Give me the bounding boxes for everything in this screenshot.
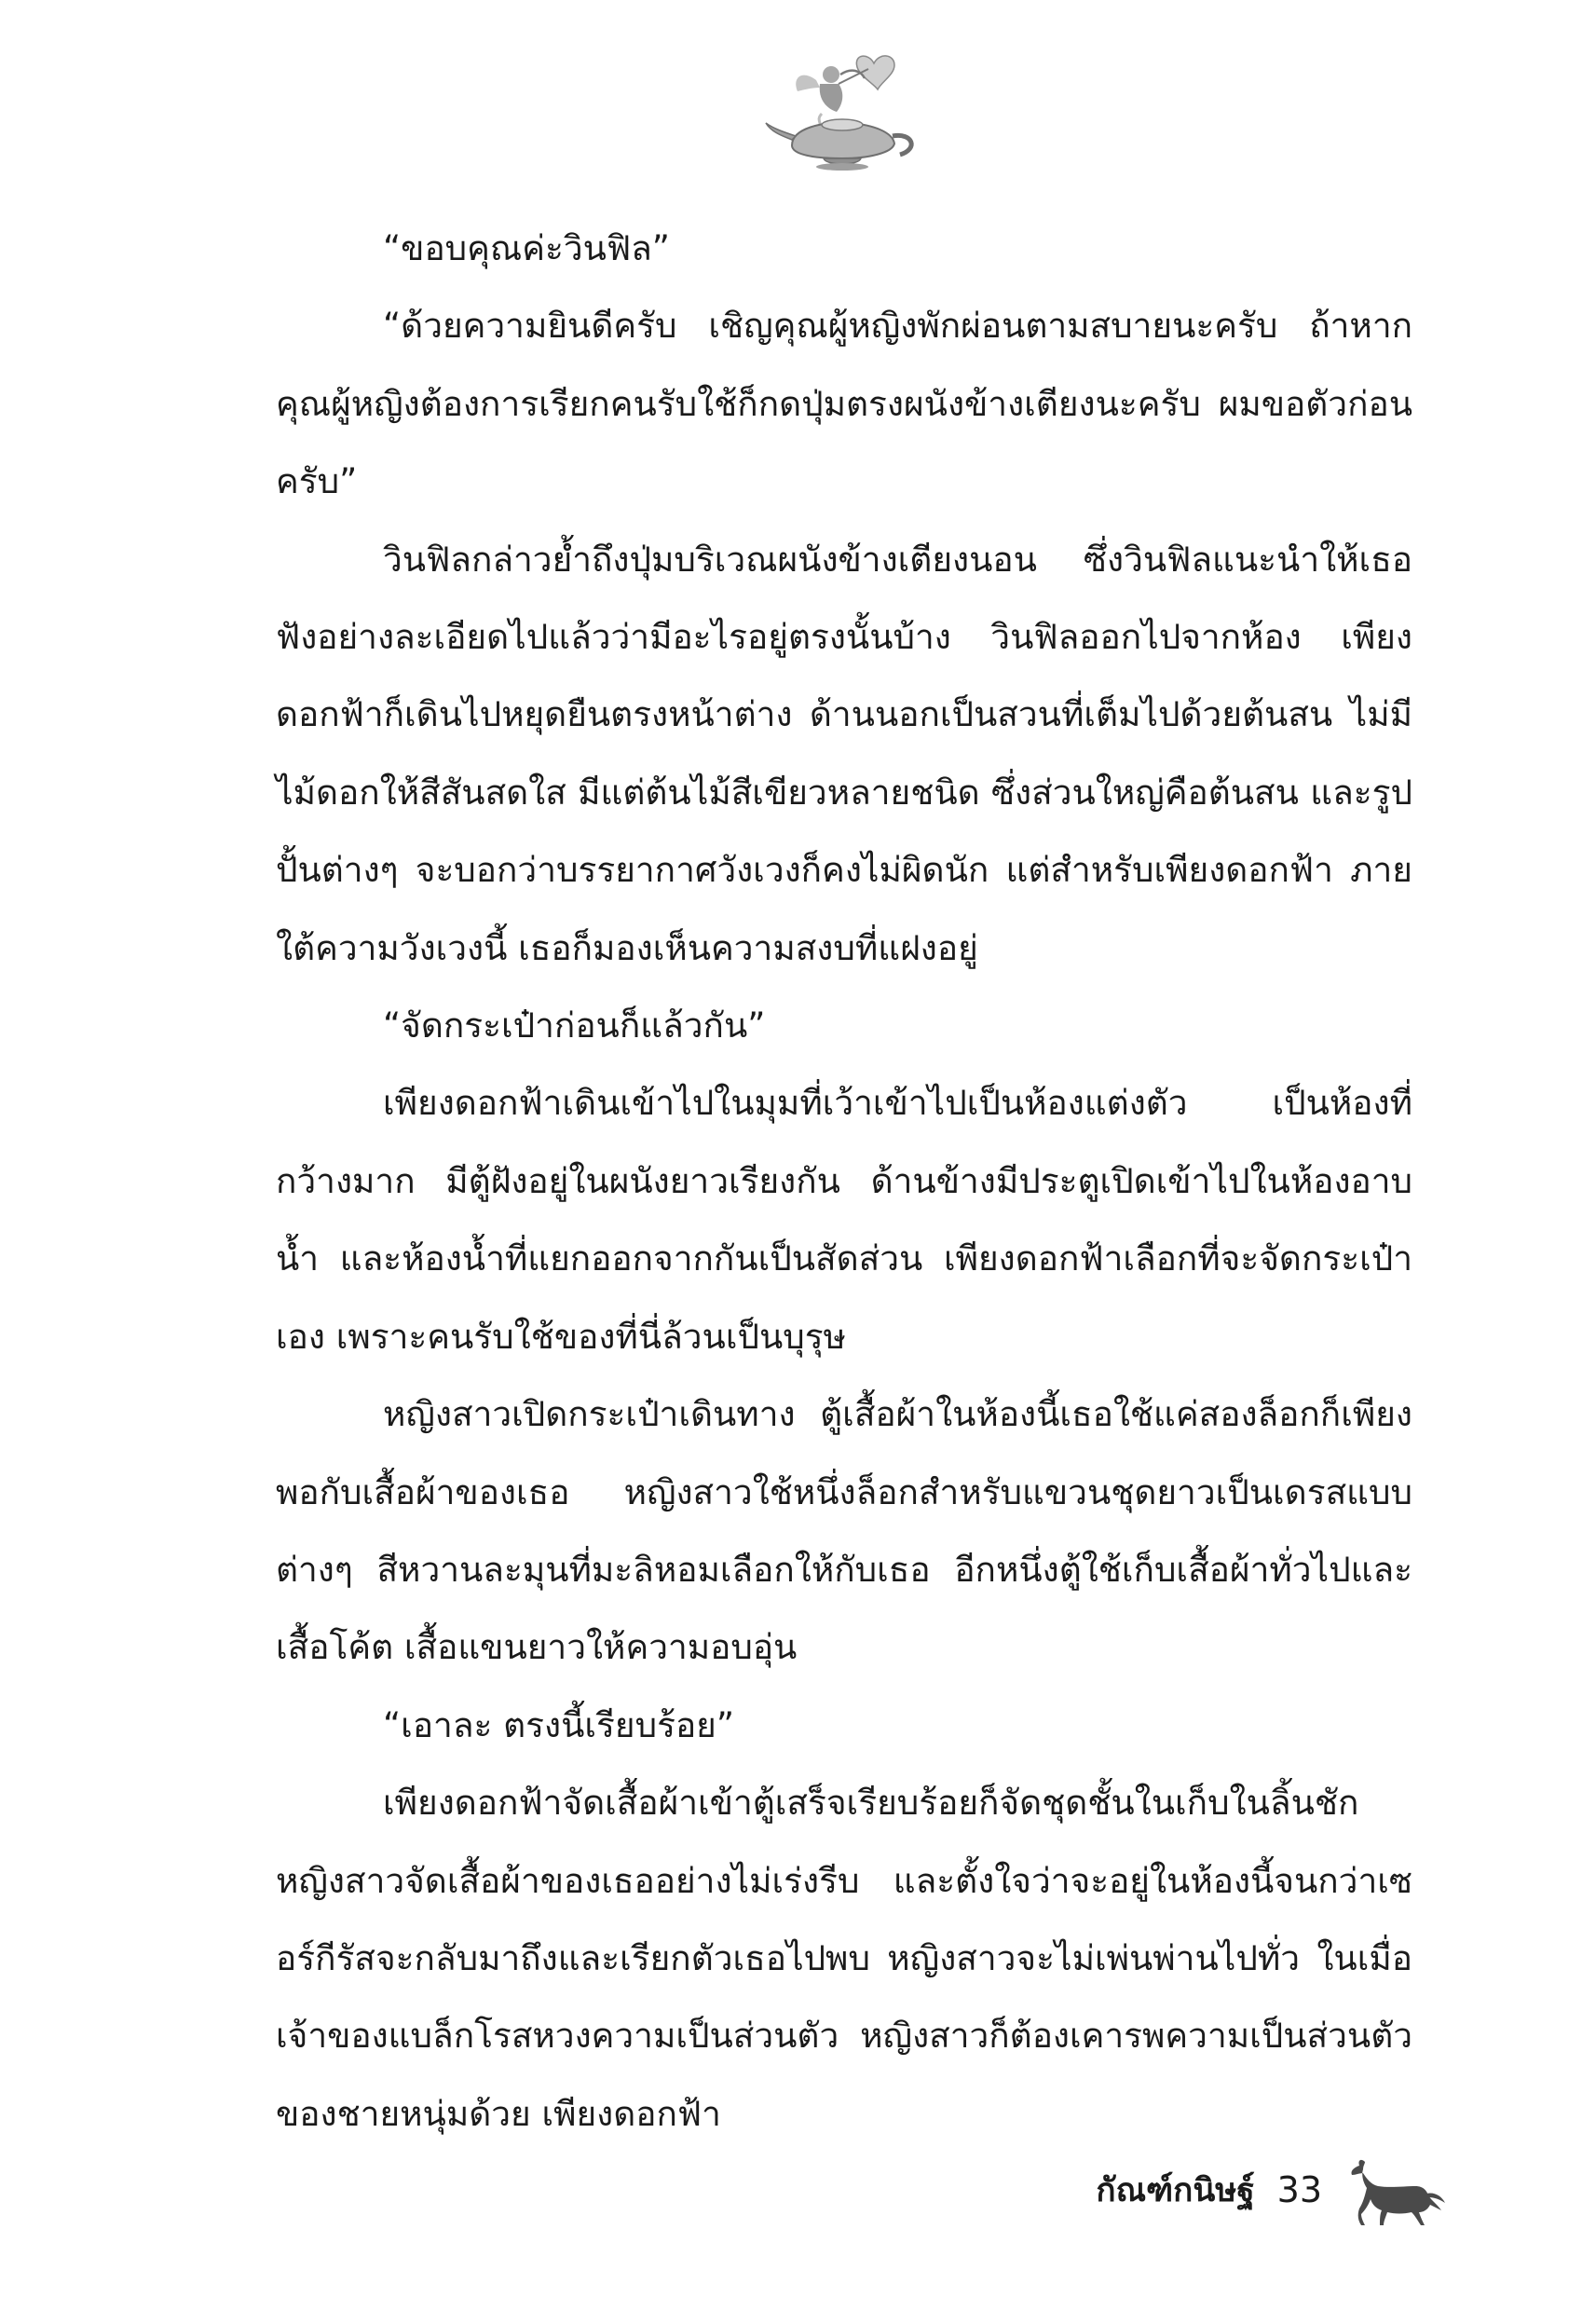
horse-silhouette-icon: [1344, 2153, 1447, 2227]
page-number: 33: [1276, 2169, 1322, 2210]
paragraph-1: “ขอบคุณค่ะวินฟิล”: [383, 228, 670, 268]
genie-lamp-with-cupid-icon: [764, 47, 927, 172]
paragraph-7: “เอาละ ตรงนี้เรียบร้อย”: [383, 1704, 735, 1745]
page-footer: [1096, 2153, 1447, 2227]
paragraph-5: เพียงดอกฟ้าเดินเข้าไปในมุมที่เว้าเข้าไปเป็นห้องแต่งตัว เป็นห้องที่กว้างมาก มีตู้ฝังอยู่ในผนังยาวเรียงกัน ด้านข้างมีประตูเปิดเข้าไปในห้องอาบน้ำ และห้องน้ำที่แยกออกจากกันเป็นสัดส่วน เพียงดอกฟ้าเลือกที่จะจัดกระเป๋าเอง เพราะคนรับใช้ของที่นี่ล้วนเป็นบุรุษ: [276, 1083, 1412, 1357]
book-title: กัณฑ์กนิษฐ์: [1096, 2171, 1255, 2209]
paragraph-6: หญิงสาวเปิดกระเป๋าเดินทาง ตู้เสื้อผ้าในห้องนี้เธอใช้แค่สองล็อกก็เพียงพอกับเสื้อผ้าของเธอ หญิงสาวใช้หนึ่งล็อกสำหรับแขวนชุดยาวเป็นเดรสแบบต่างๆ สีหวานละมุนที่มะลิหอมเลือกให้กับเธอ อีกหนึ่งตู้ใช้เก็บเสื้อผ้าทั่วไปและเสื้อโค้ต เสื้อแขนยาวให้ความอบอุ่น: [276, 1394, 1412, 1668]
paragraph-8: เพียงดอกฟ้าจัดเสื้อผ้าเข้าตู้เสร็จเรียบร้อยก็จัดชุดชั้นในเก็บในลิ้นชัก หญิงสาวจัดเสื้อผ้าของเธออย่างไม่เร่งรีบ และตั้งใจว่าจะอยู่ในห้องนี้จนกว่าเซอร์กีรัสจะกลับมาถึงและเรียกตัวเธอไปพบ หญิงสาวจะไม่เพ่นพ่านไปทั่ว ในเมื่อเจ้าของแบล็กโรสหวงความเป็นส่วนตัว หญิงสาวก็ต้องเคารพความเป็นส่วนตัวของชายหนุ่มด้วย เพียงดอกฟ้า: [276, 1783, 1412, 2134]
paragraph-4: “จัดกระเป๋าก่อนก็แล้วกัน”: [383, 1005, 766, 1046]
paragraph-2: “ด้วยความยินดีครับ เชิญคุณผู้หญิงพักผ่อนตามสบายนะครับ ถ้าหากคุณผู้หญิงต้องการเรียกคนรับใช้ก็กดปุ่มตรงผนังข้างเตียงนะครับ ผมขอตัวก่อนครับ”: [276, 306, 1412, 502]
paragraph-3: วินฟิลกล่าวย้ำถึงปุ่มบริเวณผนังข้างเตียงนอน ซึ่งวินฟิลแนะนำให้เธอฟังอย่างละเอียดไปแล้วว่ามีอะไรอยู่ตรงนั้นบ้าง วินฟิลออกไปจากห้อง เพียงดอกฟ้าก็เดินไปหยุดยืนตรงหน้าต่าง ด้านนอกเป็นสวนที่เต็มไปด้วยต้นสน ไม่มีไม้ดอกให้สีสันสดใส มีแต่ต้นไม้สีเขียวหลายชนิด ซึ่งส่วนใหญ่คือต้นสน และรูปปั้นต่างๆ จะบอกว่าบรรยากาศวังเวงก็คงไม่ผิดนัก แต่สำหรับเพียงดอกฟ้า ภายใต้ความวังเวงนี้ เธอก็มองเห็นความสงบที่แฝงอยู่: [276, 539, 1412, 968]
body-text: [276, 210, 1412, 2153]
